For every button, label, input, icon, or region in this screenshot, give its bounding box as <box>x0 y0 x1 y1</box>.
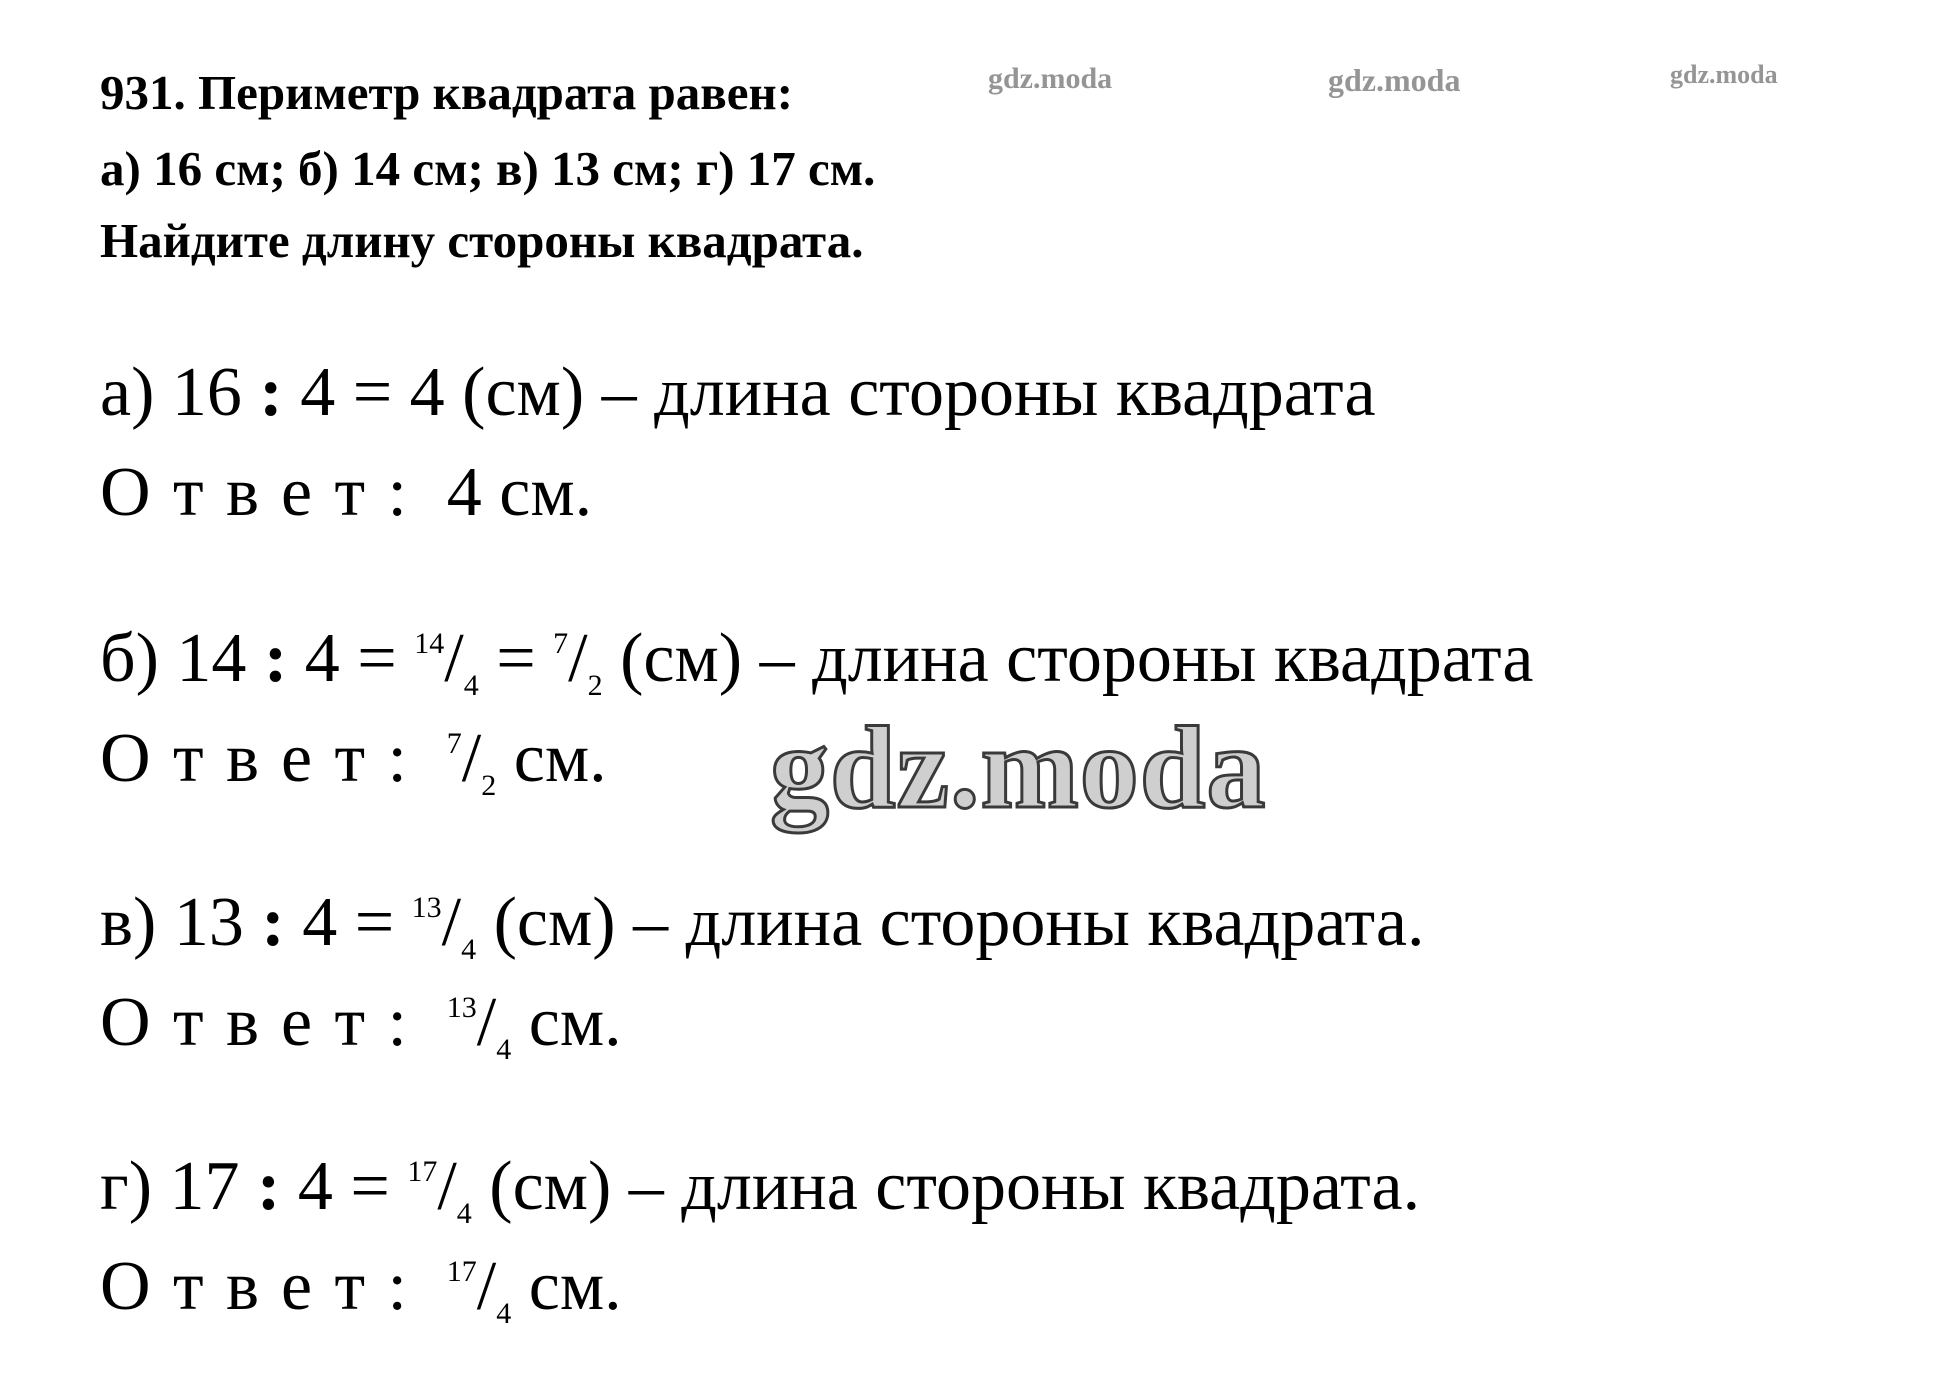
answer-d <box>100 1248 622 1330</box>
fraction-slash: / <box>441 884 462 961</box>
answer-unit: см. <box>511 984 622 1061</box>
denominator: 4 <box>456 1197 472 1230</box>
fraction-slash: / <box>568 620 588 697</box>
answer-unit: см. <box>496 720 607 797</box>
solution-text: 4 = 4 (см) – длина стороны квадрата <box>282 354 1376 431</box>
solution-label: б) 14 <box>100 620 264 697</box>
solution-label: г) 17 <box>100 1148 258 1225</box>
solution-label: в) 13 <box>100 884 262 961</box>
answer-word: Ответ: <box>100 454 430 531</box>
denominator: 4 <box>461 933 477 966</box>
answer-a <box>100 454 593 531</box>
division-colon: : <box>263 620 288 697</box>
equation-text: 4 = <box>280 1148 408 1225</box>
solution-c <box>100 884 1425 966</box>
fraction-slash: / <box>444 620 464 697</box>
solution-d <box>100 1148 1421 1230</box>
fraction <box>446 1248 512 1330</box>
watermark-small: gdz.moda <box>988 62 1113 95</box>
watermark-large: gdz.moda <box>770 702 1267 833</box>
division-colon: : <box>261 884 285 961</box>
fraction <box>407 1148 472 1230</box>
numerator: 7 <box>446 727 462 760</box>
fraction <box>553 620 603 702</box>
problem-values: а) 16 см; б) 14 см; в) 13 см; г) 17 см. <box>100 141 876 196</box>
fraction <box>414 620 479 702</box>
watermark-small: gdz.moda <box>1328 62 1461 98</box>
equation-text: = <box>478 620 554 697</box>
denominator: 4 <box>496 1297 512 1330</box>
numerator: 17 <box>407 1155 438 1188</box>
fraction <box>411 884 477 966</box>
division-colon: : <box>257 1148 281 1225</box>
answer-value: 4 см. <box>429 454 593 531</box>
watermark-small: gdz.moda <box>1670 60 1778 89</box>
problem-question: Найдите длину стороны квадрата. <box>100 213 864 268</box>
solution-a <box>100 354 1376 431</box>
fraction-slash: / <box>461 720 482 797</box>
answer-word: Ответ: <box>100 984 430 1061</box>
answer-word: Ответ: <box>100 720 430 797</box>
fraction-slash: / <box>476 1248 497 1325</box>
answer-b <box>100 720 607 802</box>
answer-unit: см. <box>511 1248 622 1325</box>
fraction <box>446 720 497 802</box>
answer-c <box>100 984 622 1066</box>
numerator: 14 <box>414 627 445 660</box>
problem-title: 931. Периметр квадрата равен: <box>100 65 794 120</box>
denominator: 4 <box>496 1033 512 1066</box>
division-colon: : <box>259 354 283 431</box>
numerator: 7 <box>553 627 569 660</box>
equation-text: 4 = <box>284 884 412 961</box>
denominator: 4 <box>463 669 479 702</box>
solution-text: (см) – длина стороны квадрата <box>602 620 1534 697</box>
denominator: 2 <box>587 669 603 702</box>
answer-word: Ответ: <box>100 1248 430 1325</box>
fraction-slash: / <box>476 984 497 1061</box>
solution-text: (см) – длина стороны квадрата. <box>476 884 1425 961</box>
denominator: 2 <box>481 769 497 802</box>
fraction <box>446 984 512 1066</box>
numerator: 13 <box>411 891 442 924</box>
solution-b <box>100 620 1534 702</box>
equation-text: 4 = <box>287 620 415 697</box>
fraction-slash: / <box>437 1148 457 1225</box>
solution-text: (см) – длина стороны квадрата. <box>471 1148 1421 1225</box>
numerator: 17 <box>446 1255 477 1288</box>
numerator: 13 <box>446 991 477 1024</box>
solution-label: а) 16 <box>100 354 260 431</box>
